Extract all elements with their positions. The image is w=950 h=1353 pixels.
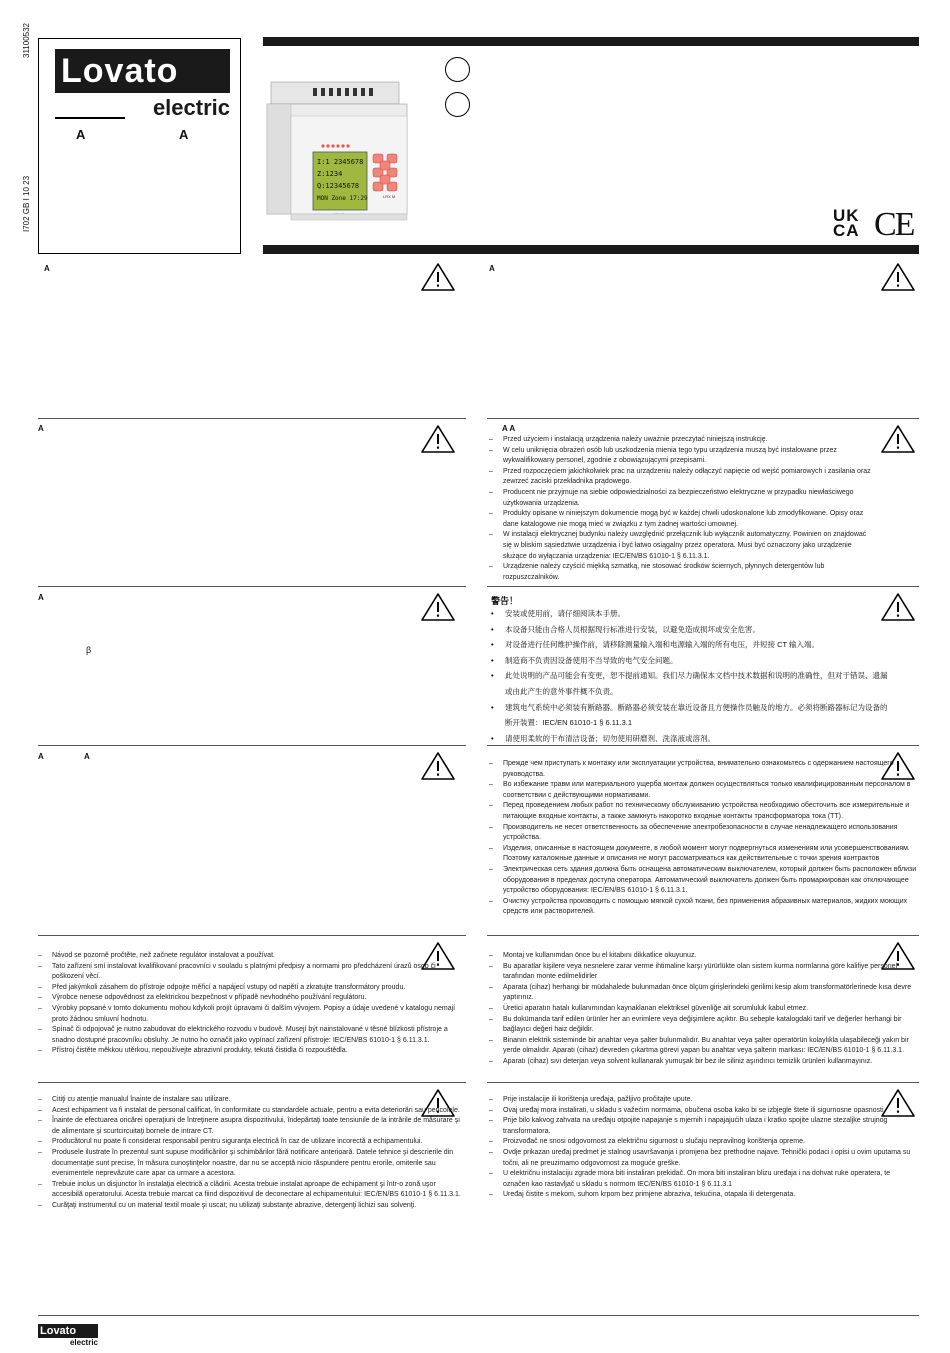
separator-right-4 bbox=[487, 935, 919, 936]
list-item: – Výrobky popsané v tomto dokumentu mohou kdykoli projít úpravami či dalším vývojem. Popisy a údaje uvedené v katalogu nemají proto žádnou smluvní hodnotu. bbox=[38, 1004, 468, 1025]
screen-line-2: Z:1234 bbox=[317, 170, 343, 178]
list-item: – Bu dokümanda tarif edilen ürünler her an evrimlere veya değişimlere açıktır. Bu sebeple katalogdaki tarif ve değerler herhangi bir bağlayıcı değeri haiz değildir. bbox=[489, 1015, 917, 1036]
list-item: – Üretici aparatın hatalı kullanımından kaynaklanan elektriksel güvenliğe ait sorumluluk kabul etmez. bbox=[489, 1004, 917, 1015]
warning-icon bbox=[420, 751, 456, 781]
list-item: • 此处说明的产品可能会有变更，恕不提前通知。我们尽力确保本文档中技术数据和说明的准确性，但对于错误、遗漏或由此产生的意外事件概不负责。 bbox=[491, 668, 891, 699]
list-item: – Návod se pozorně pročtěte, než začnete regulátor instalovat a používat. bbox=[38, 951, 468, 962]
croatian-warnings bbox=[489, 1095, 917, 1201]
list-item: – Produkty opisane w niniejszym dokumencie mogą być w każdej chwili udoskonalone lub zmodyfikowane. Opisy oraz dane katalogowe nie mogą mieć w związku z tym żadnej wartości umownej. bbox=[489, 509, 877, 530]
separator-right-5 bbox=[487, 1082, 919, 1083]
document-code: 31100532 bbox=[22, 23, 31, 58]
list-item: – Trebuie inclus un disjunctor în instalaţia electrică a clădirii. Acesta trebuie instalat aproape de echipament şi într-o zonă uşor accesibilă operatorului. Acesta trebuie marcat ca fiind dispozitivul de deconectare al echipamentului: IEC/EN/BS 61010-1 § 6.11.3.1. bbox=[38, 1180, 468, 1201]
device-image bbox=[263, 76, 411, 226]
list-item: • 建筑电气系统中必须装有断路器。断路器必须安装在靠近设备且方便操作员触及的地方。必须将断路器标记为设备的断开装置：IEC/EN 61010-1 § 6.11.3.1 bbox=[491, 700, 891, 731]
separator-left-2 bbox=[38, 586, 466, 587]
section-head-left-4b: A bbox=[84, 752, 90, 761]
screen-line-1: I:1 2345678 bbox=[317, 158, 364, 166]
list-item: • 请使用柔软的干布清洁设备；切勿使用研磨剂、洗涤液或溶剂。 bbox=[491, 731, 891, 747]
list-item: – Montaj ve kullanımdan önce bu el kitabını dikkatlice okuyunuz. bbox=[489, 951, 917, 962]
list-item: – Изделия, описанные в настоящем документе, в любой момент могут подвергнуться изменениям или усовершенствованиям. Поэтому каталожные данные и описания не могут рассматриваться как действительные с точки зрения контрактов bbox=[489, 844, 917, 865]
list-item: – Přístroj čistěte měkkou utěrkou, nepoužívejte abrazivní produkty, tekutá čistidla či rozpouštědla. bbox=[38, 1046, 468, 1057]
polish-warnings bbox=[489, 435, 877, 583]
romanian-warnings bbox=[38, 1095, 468, 1212]
warning-icon bbox=[420, 424, 456, 454]
list-item: • 安装或使用前，请仔细阅读本手册。 bbox=[491, 606, 891, 622]
list-item: – Spínač či odpojovač je nutno zabudovat do elektrického rozvodu v budově. Musejí být nainstalované v těsné blízkosti přístroje a snadno dostupné pracovníku obsluhy. Je nutno ho označit jako vypínací zařízení přístroje: IEC/EN/BS 61010-1 § 6.11.3.1. bbox=[38, 1025, 468, 1046]
cover-mark-2: A bbox=[179, 127, 189, 142]
list-item: – Перед проведением любых работ по техническому обслуживанию устройства необходимо обесточить все измерительные и питающие входные контакты, а также замкнуть накоротко входные контакты трансформатора тока (ТТ). bbox=[489, 801, 917, 822]
separator-left-1 bbox=[38, 418, 466, 419]
list-item: – Przed użyciem i instalacją urządzenia należy uważnie przeczytać niniejszą instrukcję. bbox=[489, 435, 877, 446]
list-item: – Producent nie przyjmuje na siebie odpowiedzialności za bezpieczeństwo elektryczne w przypadku niewłaściwego użytkowania urządzenia. bbox=[489, 488, 877, 509]
warning-icon bbox=[420, 592, 456, 622]
list-item: – Прежде чем приступать к монтажу или эксплуатации устройства, внимательно ознакомьтесь с одержанием настоящего руководства. bbox=[489, 759, 917, 780]
screen-line-3: Q:12345678 bbox=[317, 182, 360, 190]
section-head-right-1: A bbox=[489, 264, 495, 273]
language-circle-1 bbox=[445, 57, 470, 82]
document-revision: I702 GB I 10 23 bbox=[22, 175, 31, 232]
warning-icon bbox=[880, 262, 916, 292]
ukca-top: UK bbox=[833, 206, 860, 225]
russian-warnings bbox=[489, 759, 917, 918]
list-item: – Înainte de efectuarea oricărei operaţiuni de întreţinere asupra dispozitivului, îndepărtaţi toate tensiunile de la intrările de măsurare şi de alimentare şi scurtcircuitaţi bornele de intrare CT. bbox=[38, 1116, 468, 1137]
czech-warnings bbox=[38, 951, 468, 1057]
separator-left-3 bbox=[38, 745, 466, 746]
list-item: • 制造商不负责因设备使用不当导致的电气安全问题。 bbox=[491, 653, 891, 669]
list-item: – Citiţi cu atenţie manualul înainte de instalare sau utilizare. bbox=[38, 1095, 468, 1106]
list-item: – Очистку устройства производить с помощью мягкой сухой ткани, без применения абразивных материалов, жидких моющих средств или растворителей. bbox=[489, 897, 917, 918]
separator-right-1 bbox=[487, 418, 919, 419]
list-item: – Производитель не несет ответственность за обеспечение электробезопасности в случае ненадлежащего использования устройства. bbox=[489, 823, 917, 844]
footer-separator bbox=[38, 1315, 919, 1316]
list-item: – Во избежание травм или материального ущерба монтаж должен осуществляться только квалифицированным персоналом в соответствии с действующими нормативами. bbox=[489, 780, 917, 801]
device-right-label: LRX M bbox=[383, 194, 396, 199]
list-item: – Urządzenie należy czyścić miękką szmatką, nie stosować środków ściernych, płynnych detergentów lub rozpuszczalników. bbox=[489, 562, 877, 583]
list-item: – Binanın elektrik sisteminde bir anahtar veya şalter bulunmalıdır. Bu anahtar veya şalter operatörün kolaylıkla ulaşabileceği yakın bir yerde olmalıdır. Aparatı (cihaz) devreden çıkartma görevi yapan bu anahtar veya şalterin markası: IEC/EN/BS 61010-1 § 6.11.3.1. bbox=[489, 1036, 917, 1057]
ce-mark: CE bbox=[874, 206, 914, 243]
separator-left-5 bbox=[38, 1082, 466, 1083]
ukca-bottom: CA bbox=[833, 221, 860, 240]
chinese-warning-head: 警告！ bbox=[491, 596, 519, 606]
list-item: – W celu uniknięcia obrażeń osób lub uszkodzenia mienia tego typu urządzenia muszą być instalowane przez wykwalifikowany personel, zgodnie z obowiązującymi przepisami. bbox=[489, 446, 877, 467]
list-item: – Prije instalacije ili korištenja uređaja, pažljivo pročitajte upute. bbox=[489, 1095, 917, 1106]
list-item: – Curăţaţi instrumentul cu un material textil moale şi uscat; nu utilizaţi substanţe abrazive, detergenţi lichizi sau solvenţi. bbox=[38, 1201, 468, 1212]
cover-mark-1: A bbox=[76, 127, 86, 142]
turkish-warnings bbox=[489, 951, 917, 1068]
section-head-left-3: A bbox=[38, 593, 44, 602]
lovato-logo bbox=[55, 49, 230, 120]
list-item: – Aparatı (cihaz) sıvı deterjan veya solvent kullanarak yumuşak bir bez ile siliniz aşındırıcı temizlik ürünleri kullanmayınız. bbox=[489, 1057, 917, 1068]
list-item: – Ovdje prikazan uređaj predmet je stalnog usavršavanja i promjena bez prethodne najave. Tehnički podaci i opisi u ovim uputama su točni, ali ne preuzimamo odgovornost za moguće greške. bbox=[489, 1148, 917, 1169]
list-item: – U električnu instalaciju zgrade mora biti instaliran prekidač. On mora biti instaliran blizu uređaja i na dohvat ruke operatera, te označen kao rastavljač u skladu s normom IEC/EN/BS 61010-1 § 6.11.3.1 bbox=[489, 1169, 917, 1190]
list-item: – Před jakýmkoli zásahem do přístroje odpojte měřicí a napájecí vstupy od napětí a zkratujte transformátory proudu. bbox=[38, 983, 468, 994]
list-item: • 对设备进行任何维护操作前，请移除测量输入端和电源输入端的所有电压，并短接 CT 输入端。 bbox=[491, 637, 891, 653]
list-item: – Ovaj uređaj mora instalirati, u skladu s važećim normama, obučena osoba kako bi se izbjegle štete ili sigurnosne opasnosti. bbox=[489, 1106, 917, 1117]
section-head-left-2: A bbox=[38, 424, 44, 433]
logo-lovato-text: Lovato bbox=[55, 49, 230, 93]
list-item: – Tato zařízení smí instalovat kvalifikovaní pracovníci v souladu s platnými předpisy a normami pro předcházení úrazů osob či poškození věcí. bbox=[38, 962, 468, 983]
screen-line-4: MON Zone 17:29 bbox=[317, 195, 368, 202]
cover-box bbox=[38, 38, 241, 254]
list-item: – Uređaj čistite s mekom, suhom krpom bez primjene abraziva, tekućina, otapala ili detergenata. bbox=[489, 1190, 917, 1201]
separator-right-2 bbox=[487, 586, 919, 587]
list-item: – Aparata (cihaz) herhangi bir müdahalede bulunmadan önce ölçüm girişlerindeki gerilimi kesip akım transformatörlerinede kısa devre yaptırınız. bbox=[489, 983, 917, 1004]
list-item: – Producătorul nu poate fi considerat responsabil pentru siguranţa electrică în caz de utilizare incorectă a echipamentului. bbox=[38, 1137, 468, 1148]
logo-underline bbox=[55, 117, 125, 119]
top-bar bbox=[263, 37, 919, 46]
list-item: – Acest echipament va fi instalat de personal calificat, în conformitate cu standardele actuale, pentru a evita deteriorări sau pericolele. bbox=[38, 1106, 468, 1117]
list-item: – W instalacji elektrycznej budynku należy uwzględnić przełącznik lub wyłącznik automatyczny. Powinien on znajdować się w bliskim sąsiedztwie urządzenia i być łatwo osiągalny przez operatora. Musi być oznaczony jako urządzenie służące do wyłączania urządzenia: IEC/EN/BS 61010-1 § 6.11.3.1. bbox=[489, 530, 877, 562]
language-circle-2 bbox=[445, 92, 470, 117]
footer-logo bbox=[38, 1324, 98, 1348]
list-item: – Proizvođač ne snosi odgovornost za električnu sigurnost u slučaju nepravilnog korištenja opreme. bbox=[489, 1137, 917, 1148]
list-item: – Výrobce nenese odpovědnost za elektrickou bezpečnost v případě nevhodného používání regulátoru. bbox=[38, 993, 468, 1004]
footer-logo-lovato: Lovato bbox=[38, 1324, 98, 1338]
section-head-right-2: A A bbox=[502, 424, 516, 433]
warning-icon bbox=[880, 424, 916, 454]
warning-icon bbox=[420, 262, 456, 292]
logo-electric-text: electric bbox=[152, 95, 230, 120]
bottom-bar bbox=[263, 245, 919, 254]
list-item: – Produsele ilustrate în prezentul sunt supuse modificărilor şi schimbărilor fără notificare anterioară. Datele tehnice şi descrierile din documentaţie sunt precise, în măsura cunoştinţelor noastre, dar nu se acceptă nicio răspundere pentru erorile, omiterile sau evenimentele neprevăzute care apar ca urmare a acestora. bbox=[38, 1148, 468, 1180]
list-item: – Prije bilo kakvog zahvata na uređaju otpojite napajanje s mjernih i napajajućih ulaza i kratko spojite ulazne stezaljke strujnog transformatora. bbox=[489, 1116, 917, 1137]
list-item: – Przed rozpoczęciem jakichkolwiek prac na urządzeniu należy odłączyć napięcie od wejść pomiarowych i zasilania oraz zewrzeć zaciski przekładnika prądowego. bbox=[489, 467, 877, 488]
list-item: – Bu aparatlar kişilere veya nesnelere zarar verme ihtimaline karşı yürürlükte olan sistem kurma normlarına göre kalifiye personel tarafından monte edilmelidirler bbox=[489, 962, 917, 983]
ukca-mark bbox=[833, 208, 860, 238]
beta-symbol: β bbox=[86, 645, 92, 655]
section-head-left-4a: A bbox=[38, 752, 44, 761]
separator-left-4 bbox=[38, 935, 466, 936]
list-item: – Электрическая сеть здания должна быть оснащена автоматическим выключателем, который должен быть расположен вблизи оборудования в пределах доступа оператора. Автоматический выключатель должен быть промаркирован как отключающее устройство оборудования: IEC/EN/BS 61010-1 § 6.11.3.1. bbox=[489, 865, 917, 897]
chinese-warnings bbox=[491, 606, 891, 746]
list-item: • 本设备只能由合格人员根据现行标准进行安装，以避免造成损坏或安全危害。 bbox=[491, 622, 891, 638]
footer-logo-electric: electric bbox=[69, 1338, 98, 1347]
section-head-left-1: A bbox=[44, 264, 50, 273]
